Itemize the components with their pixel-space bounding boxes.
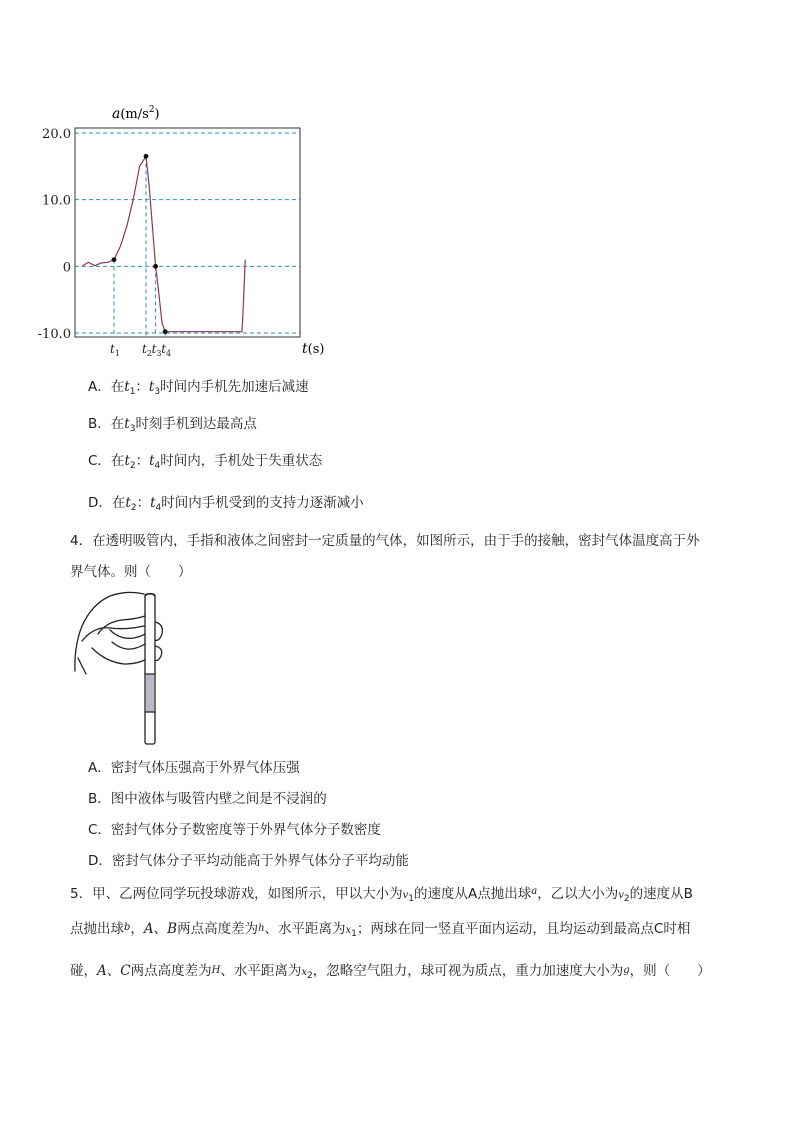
q3-option-c[interactable]: C．在$t_2$：$t_4$时间内，手机处于失重状态 — [88, 453, 323, 471]
marked-point — [163, 329, 168, 334]
acceleration-time-chart — [37, 96, 350, 366]
y-tick-label: 10.0 — [42, 193, 71, 209]
y-tick-labels — [38, 127, 71, 342]
marked-point — [112, 257, 117, 262]
q3-option-a[interactable]: A．在$t_1$：$t_3$时间内手机先加速后减速 — [88, 379, 309, 397]
y-axis-label: $a(m/s^2)$ — [112, 105, 160, 122]
q4-option-b[interactable]: B．图中液体与吸管内壁之间是不浸润的 — [88, 791, 327, 807]
plot-frame — [75, 128, 300, 337]
time-marker-label: $t_2$ — [142, 342, 152, 358]
time-marker-label: $t_1$ — [110, 342, 120, 358]
q4-option-d[interactable]: D．密封气体分子平均动能高于外界气体分子平均动能 — [88, 853, 409, 869]
acceleration-curve — [82, 156, 245, 331]
hand-holding-straw-figure — [72, 586, 172, 750]
q5-stem-line-2: 点抛出球$^b$，A、B两点高度差为h、水平距离为$x_1$；两球在同一竖直平面内运动，且均运动到最高点C时相 — [70, 921, 691, 939]
y-tick-label: 20.0 — [42, 127, 71, 142]
q5-stem-line-1: 5．甲、乙两位同学玩投球游戏，如图所示，甲以大小为$v_1$的速度从A点抛出球$^a$，乙以大小为$v_2$的速度从B — [70, 886, 693, 904]
liquid-column — [146, 674, 154, 712]
y-tick-label: -10.0 — [37, 327, 71, 342]
time-marker-label: $t_4$ — [161, 342, 172, 358]
marked-point — [153, 264, 158, 269]
time-marker-labels — [110, 342, 171, 358]
straw — [145, 594, 155, 744]
y-tick-label: 0 — [62, 260, 71, 276]
q4-stem-line-1: 4．在透明吸管内，手指和液体之间密封一定质量的气体，如图所示，由于手的接触，密封气体温度高于外 — [70, 533, 700, 549]
q4-option-a[interactable]: A．密封气体压强高于外界气体压强 — [88, 760, 300, 776]
q3-option-b[interactable]: B．在$t_3$时刻手机到达最高点 — [88, 416, 257, 434]
marked-point — [144, 154, 149, 159]
x-axis-label: t(s) — [302, 341, 325, 357]
time-marker-lines — [114, 156, 165, 337]
q3-option-d[interactable]: D．在$t_2$：$t_4$时间内手机受到的支持力逐渐减小 — [88, 495, 364, 513]
q4-stem-line-2: 界气体。则（ ） — [70, 564, 192, 580]
marked-points — [112, 154, 168, 334]
q5-stem-line-3: 碰，A、C两点高度差为H、水平距离为$x_2$，忽略空气阻力，球可视为质点，重力加速度大小为g，则（ ） — [70, 963, 711, 981]
time-marker-label: $t_3$ — [151, 342, 162, 358]
q4-option-c[interactable]: C．密封气体分子数密度等于外界气体分子数密度 — [88, 822, 381, 838]
chart-grid — [75, 133, 300, 333]
